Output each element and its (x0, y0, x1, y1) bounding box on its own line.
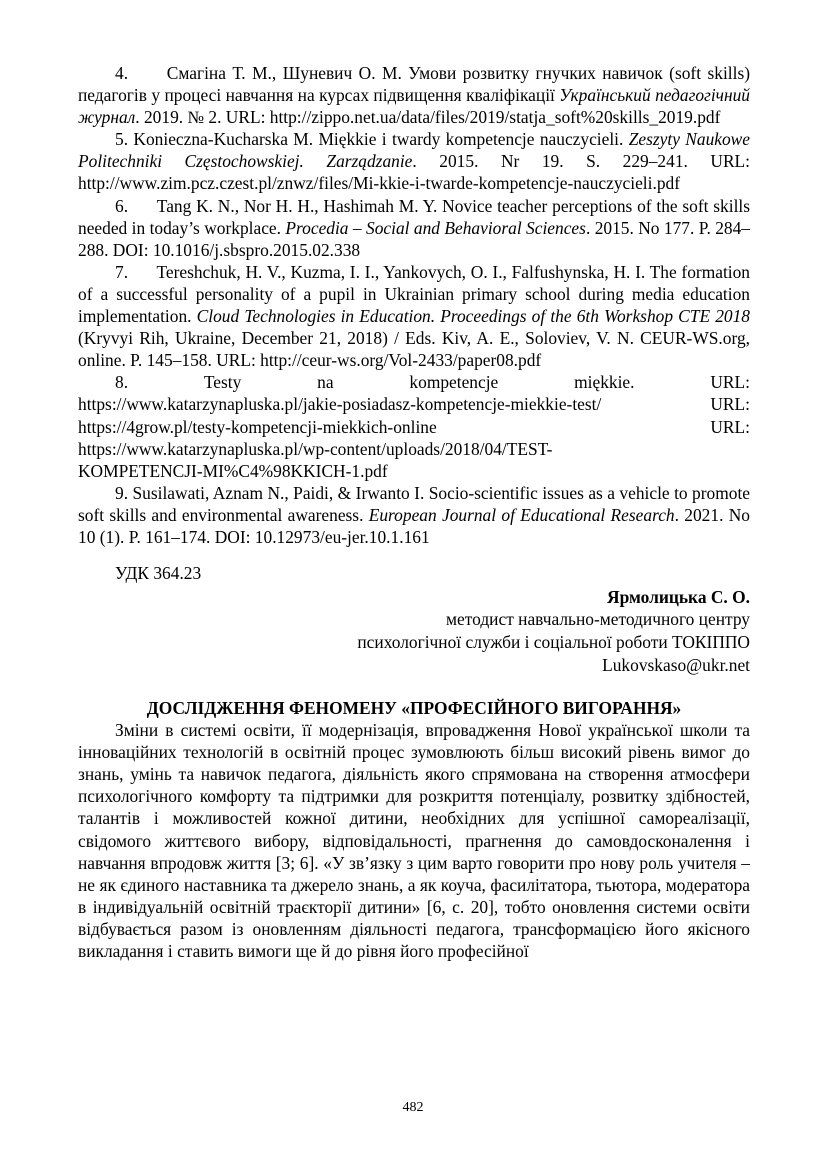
journal-title: European Journal of Educational Research (368, 504, 675, 525)
page-number: 482 (402, 1100, 424, 1115)
author-email[interactable]: Lukovskaso@ukr.net (602, 655, 750, 676)
article-body: Зміни в системі освіти, її модернізація, впровадження Нової української школи та інноваційних технологій в освітній процес зумовлюють більш високий рівень вимог до знань, умінь та навичок педагога, діяльність якого спрямована на створення атмосфери психологічного комфорту та підтримки для розкриття потенціалу, розвитку здібностей, талантів і можливостей кожної дитини, необхідних для успішної самореалізації, свідомого життєвого вибору, відповідальності, прагнення до самовдосконалення і навчання впродовж життя [3; 6]. «У зв’язку з цим варто говорити про нову роль учителя – не як єдиного наставника та джерело знань, а як коуча, фасилітатора, тьютора, модератора в індивідуальній освітній траєкторії дитини» [6, с. 20], тобто оновлення системи освіти відбувається разом із оновленням діяльності педагога, трансформацією його якісного викладання і ставить вимоги ще й до рівня його професійної (78, 720, 750, 961)
reference-number: 5. (115, 129, 129, 150)
reference-number: 4. (115, 63, 129, 83)
url-link[interactable]: https://www.katarzynapluska.pl/wp-content/uploads/2018/04/TEST- (78, 438, 553, 459)
reference-number: 7. (115, 261, 129, 282)
reference-item: 6. Tang K. N., Nor H. H., Hashimah M. Y. Novice teacher perceptions of the soft skills needed in today’s workplace. Procedia – Social and Behavioral Sciences. 2015. No 177. P. 284–288. DOI: 10.1016/j.sbspro.2015.02.338 (78, 195, 751, 260)
reference-item: 4. Смагіна Т. М., Шуневич О. М. Умови розвитку гнучких навичок (soft skills) педагогів у процесі навчання на курсах підвищення кваліфікації Український педагогічний журнал. 2019. № 2. URL: http://zippo.net.ua/data/files/2019/statja_soft%20skills_2019.pdf (78, 63, 750, 128)
document-page (78, 62, 750, 962)
reference-item: 9. Susilawati, Aznam N., Paidi, & Irwanto I. Socio-scientific issues as a vehicle to promote soft skills and environmental awareness. European Journal of Educational Research. 2021. No 10 (1). P. 161–174. DOI: 10.12973/eu-jer.10.1.161 (78, 482, 750, 547)
author-position: методист навчально-методичного центру (446, 609, 750, 630)
udk-code: УДК 364.23 (115, 563, 202, 584)
url-link[interactable]: https://www.katarzynapluska.pl/jakie-posiadasz-kompetencje-miekkie-test/ (78, 394, 602, 415)
reference-number: 9. (115, 482, 129, 503)
journal-title: Zeszyty Naukowe Politechniki Częstochowskiej. Zarządzanie (78, 129, 750, 172)
author-organization: психологічної служби і соціальної роботи ТОКІППО (357, 632, 750, 653)
article-title: ДОСЛІДЖЕННЯ ФЕНОМЕНУ «ПРОФЕСІЙНОГО ВИГОРАННЯ» (146, 698, 682, 719)
reference-item: 8. Testy na kompetencje miękkie. URL: https://www.katarzynapluska.pl/jakie-posiadasz-kompetencje-miekkie-test/ URL: https://4grow.pl/testy-kompetencji-miekkich-online URL: https://www.katarzynapluska.pl/wp-content/uploads/2018/04/TEST- KOMPETENCJI-MI%C4%98KKICH-1.pdf (78, 372, 750, 481)
journal-title: Procedia – Social and Behavioral Sciences (285, 217, 586, 238)
journal-title: Український педагогічний журнал (78, 85, 750, 128)
reference-number: 6. (115, 195, 129, 216)
reference-item: 5. Konieczna-Kucharska M. Miękkie i twardy kompetencje nauczycieli. Zeszyty Naukowe Politechniki Częstochowskiej. Zarządzanie. 2015. Nr 19. S. 229–241. URL: http://www.zim.pcz.czest.pl/znwz/files/Mi-kkie-i-twarde-kompetencje-nauczycieli.pdf (78, 129, 751, 194)
journal-title: Cloud Technologies in Education. Proceedings of the 6th Workshop CTE 2018 (196, 306, 750, 327)
author-name: Ярмолицька С. О. (607, 587, 750, 608)
url-link-continued: KOMPETENCJI-MI%C4%98KKICH-1.pdf (78, 460, 388, 481)
reference-item: 7. Tereshchuk, H. V., Kuzma, I. I., Yankovych, O. I., Falfushynska, H. I. The formation of a successful personality of a pupil in Ukrainian primary school during media education implementation. Cloud Technologies in Education. Proceedings of the 6th Workshop CTE 2018 (Kryvyi Rih, Ukraine, December 21, 2018) / Eds. Kiv, A. E., Soloviev, V. N. CEUR-WS.org, online. P. 145–158. URL: http://ceur-ws.org/Vol-2433/paper08.pdf (78, 261, 750, 371)
url-link[interactable]: https://4grow.pl/testy-kompetencji-miekkich-online (78, 416, 437, 437)
reference-number: 8. (115, 372, 129, 393)
